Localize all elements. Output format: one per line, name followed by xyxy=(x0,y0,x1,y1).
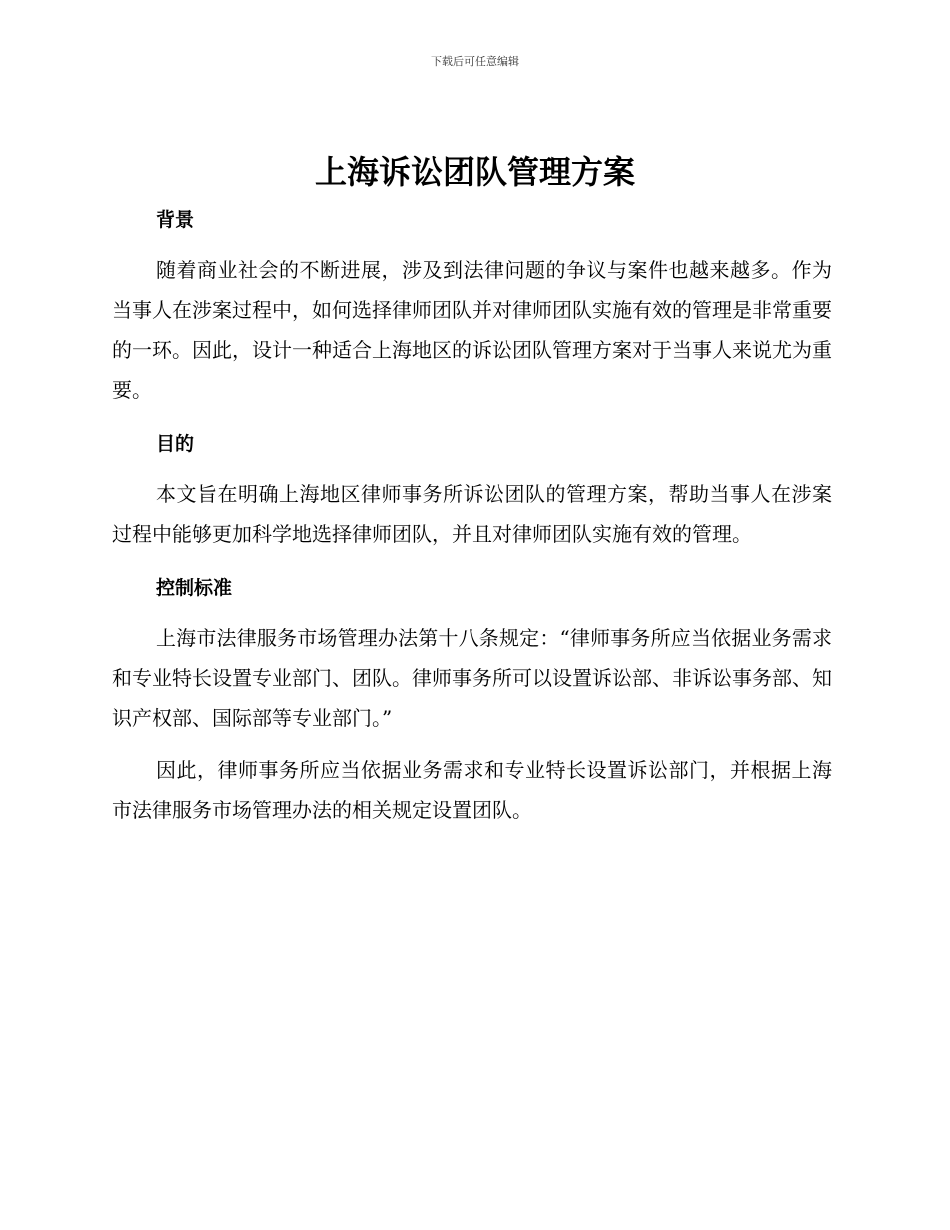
document-body xyxy=(112,202,832,830)
paragraph: 因此，律师事务所应当依据业务需求和专业特长设置诉讼部门，并根据上海市法律服务市场管理办法的相关规定设置团队。 xyxy=(112,758,832,822)
section-heading: 控制标准 xyxy=(156,577,233,599)
header-note: 下载后可任意编辑 xyxy=(431,55,519,68)
section-heading: 目的 xyxy=(156,433,195,455)
document-title: 上海诉讼团队管理方案 xyxy=(314,153,635,191)
section-heading: 背景 xyxy=(156,209,195,231)
section-control-standard xyxy=(112,570,832,830)
paragraph: 上海市法律服务市场管理办法第十八条规定：“律师事务所应当依据业务需求和专业特长设置专业部门、团队。律师事务所可以设置诉讼部、非诉讼事务部、知识产权部、国际部等专业部门。” xyxy=(112,626,832,730)
section-background xyxy=(112,202,832,410)
paragraph: 本文旨在明确上海地区律师事务所诉讼团队的管理方案，帮助当事人在涉案过程中能够更加科学地选择律师团队，并且对律师团队实施有效的管理。 xyxy=(112,482,832,546)
paragraph: 随着商业社会的不断进展，涉及到法律问题的争议与案件也越来越多。作为当事人在涉案过程中，如何选择律师团队并对律师团队实施有效的管理是非常重要的一环。因此，设计一种适合上海地区的诉讼团队管理方案对于当事人来说尤为重要。 xyxy=(112,258,832,402)
section-purpose xyxy=(112,426,832,554)
